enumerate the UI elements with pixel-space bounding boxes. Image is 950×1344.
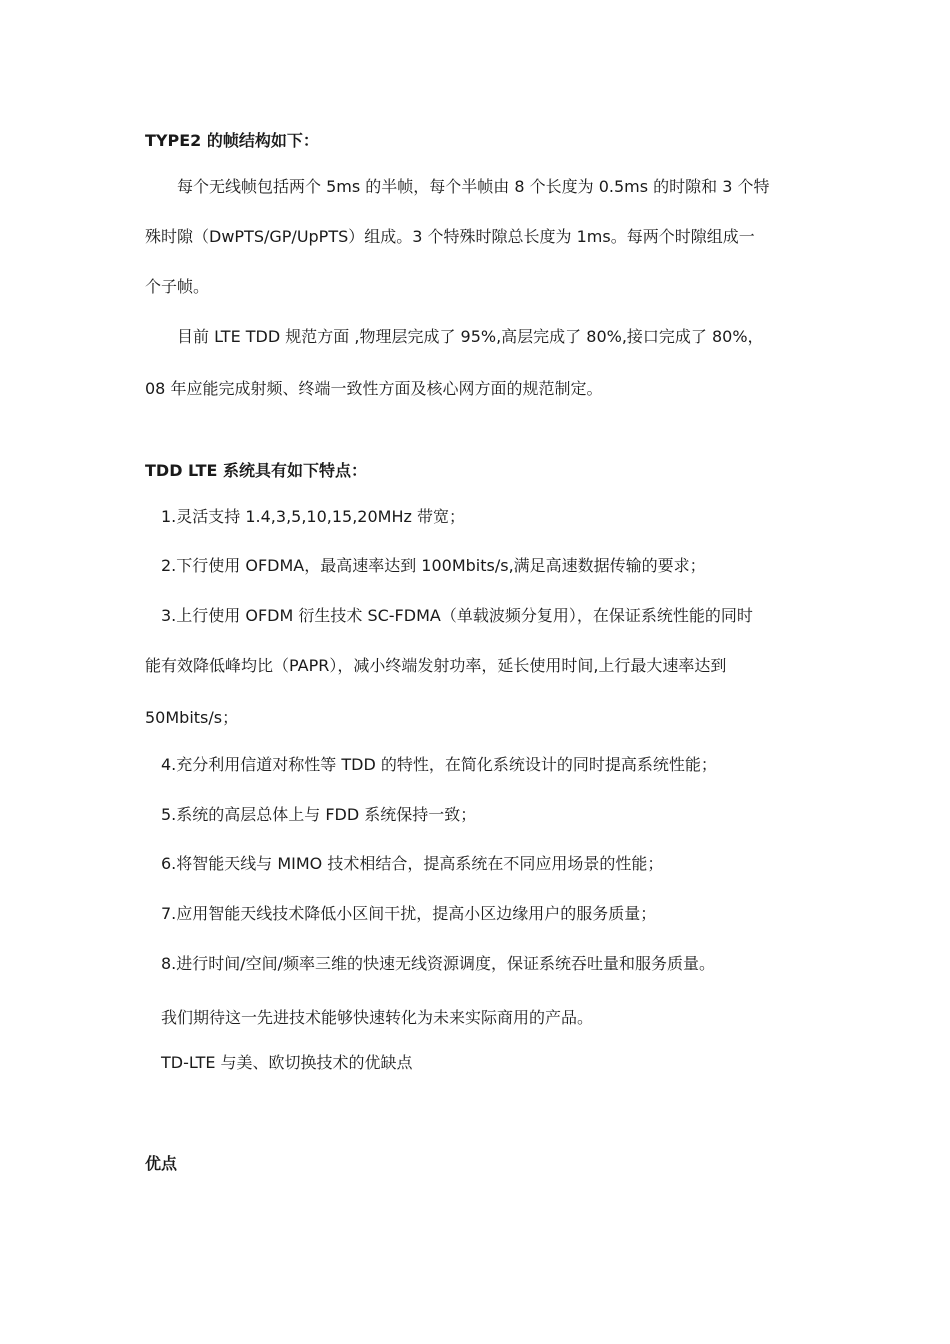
closing-sentence: 我们期待这一先进技术能够快速转化为未来实际商用的产品。 <box>161 1008 594 1027</box>
list-item: 5.系统的高层总体上与 FDD 系统保持一致； <box>161 805 477 824</box>
paragraph-line: 08 年应能完成射频、终端一致性方面及核心网方面的规范制定。 <box>145 379 603 398</box>
subtitle-line: TD-LTE 与美、欧切换技术的优缺点 <box>161 1053 413 1072</box>
list-item: 2.下行使用 OFDMA，最高速率达到 100Mbits/s,满足高速数据传输的要求； <box>161 556 706 575</box>
section-heading-tdd-lte-features: TDD LTE 系统具有如下特点： <box>145 461 368 480</box>
list-item-continuation: 能有效降低峰均比（PAPR），减小终端发射功率，延长使用时间,上行最大速率达到 <box>145 656 727 675</box>
list-item: 8.进行时间/空间/频率三维的快速无线资源调度，保证系统吞吐量和服务质量。 <box>161 954 716 973</box>
paragraph-line: 目前 LTE TDD 规范方面 ,物理层完成了 95%,高层完成了 80%,接口完成了 80%， <box>177 327 764 346</box>
list-item-continuation: 50Mbits/s； <box>145 708 239 727</box>
paragraph-line: 每个无线帧包括两个 5ms 的半帧，每个半帧由 8 个长度为 0.5ms 的时隙和 3 个特 <box>177 177 770 196</box>
list-item: 3.上行使用 OFDM 衍生技术 SC-FDMA（单载波频分复用），在保证系统性能的同时 <box>161 606 753 625</box>
section-heading-type2-frame: TYPE2 的帧结构如下： <box>145 131 319 150</box>
paragraph-line: 个子帧。 <box>145 277 210 296</box>
list-item: 4.充分利用信道对称性等 TDD 的特性，在简化系统设计的同时提高系统性能； <box>161 755 717 774</box>
list-item: 1.灵活支持 1.4,3,5,10,15,20MHz 带宽； <box>161 507 465 526</box>
section-heading-advantages: 优点 <box>145 1154 178 1173</box>
paragraph-line: 殊时隙（DwPTS/GP/UpPTS）组成。3 个特殊时隙总长度为 1ms。每两个时隙组成一 <box>145 227 755 246</box>
list-item: 6.将智能天线与 MIMO 技术相结合，提高系统在不同应用场景的性能； <box>161 854 664 873</box>
list-item: 7.应用智能天线技术降低小区间干扰，提高小区边缘用户的服务质量； <box>161 904 657 923</box>
